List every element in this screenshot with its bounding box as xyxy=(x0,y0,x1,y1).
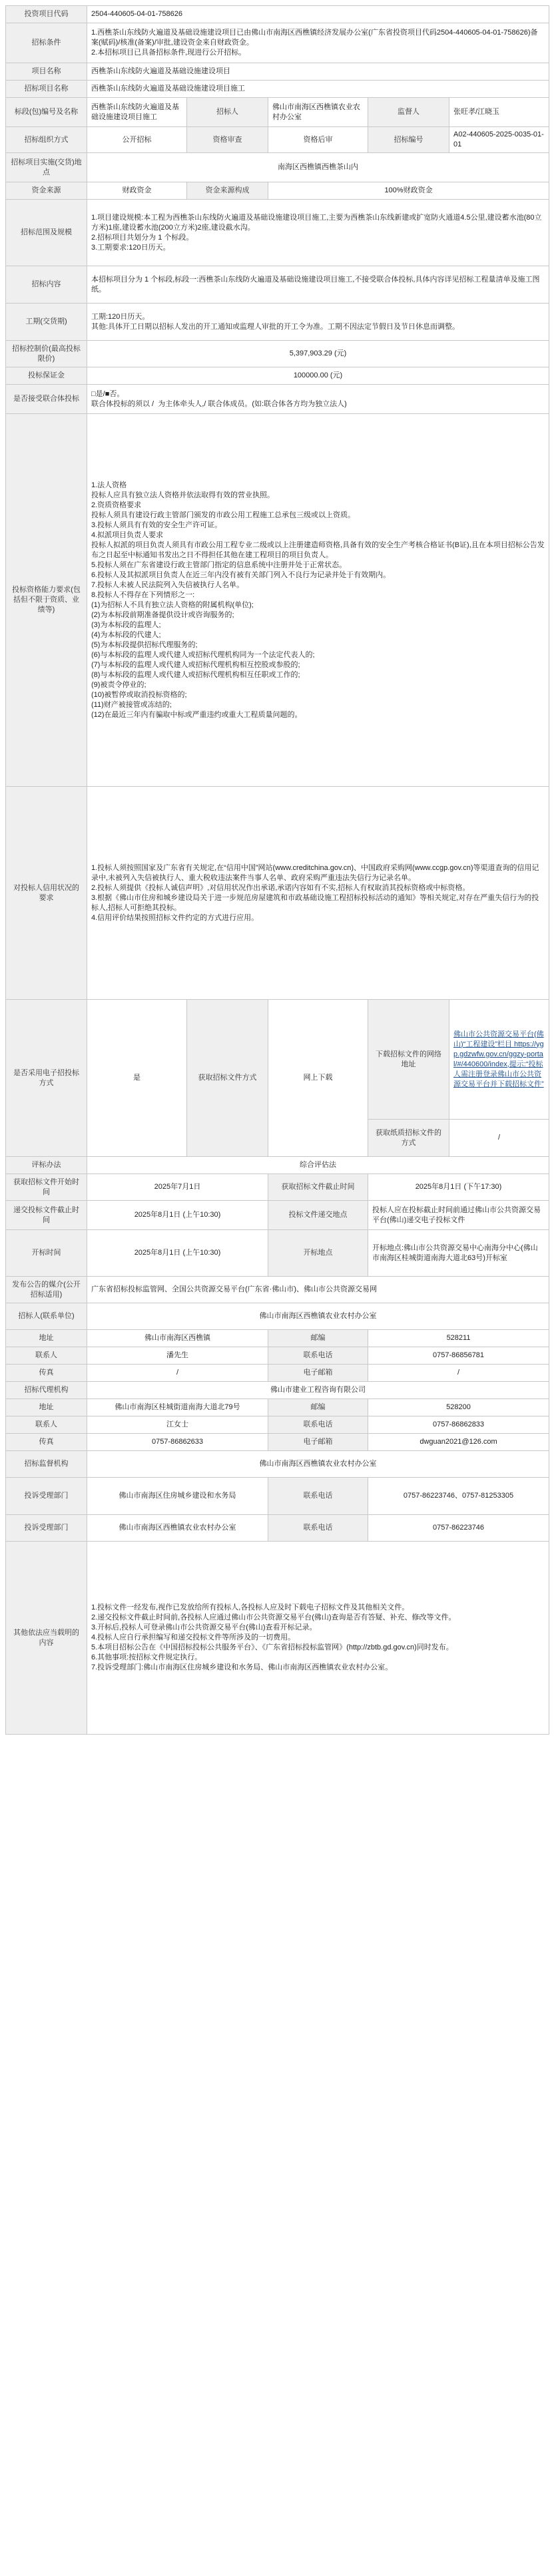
funding-ratio: 100%财政资金 xyxy=(268,182,549,200)
consortium-value: □是/■否。 联合体投标的须以 / 为主体牵头人,/ 联合体成员。(如:联合体各方均为独立法人) xyxy=(87,385,549,414)
contact-value: 潘先生 xyxy=(87,1347,268,1365)
control-price-value: 5,397,903.29 (元) xyxy=(87,341,549,367)
agency-contact-value: 江女士 xyxy=(87,1416,268,1434)
submit-deadline-value: 2025年8月1日 (上午10:30) xyxy=(87,1201,268,1230)
funding-source: 财政资金 xyxy=(87,182,187,200)
contact-tel-label: 联系电话 xyxy=(268,1347,368,1365)
owner-label: 招标人 xyxy=(187,98,268,127)
tender-project-name-value: 西樵茶山东线防火遍道及基础设施建设项目施工 xyxy=(87,81,549,98)
tender-content-label: 招标内容 xyxy=(6,266,87,304)
zip-label: 邮编 xyxy=(268,1330,368,1347)
tender-project-name-label: 招标项目名称 xyxy=(6,81,87,98)
qualification-review-value: 资格后审 xyxy=(268,127,368,153)
agency-tel-label: 联系电话 xyxy=(268,1416,368,1434)
agency-email-value: dwguan2021@126.com xyxy=(368,1434,549,1451)
address-value: 佛山市南海区西樵镇 xyxy=(87,1330,268,1347)
open-time-label: 开标时间 xyxy=(6,1230,87,1277)
email-value: / xyxy=(368,1365,549,1382)
deposit-label: 投标保证金 xyxy=(6,367,87,385)
paper-format-label: 获取纸质招标文件的方式 xyxy=(368,1120,449,1157)
complaint-dept2-value: 佛山市南海区西樵镇农业农村办公室 xyxy=(87,1515,268,1542)
paper-format-value: / xyxy=(449,1120,549,1157)
agency-email-label: 电子邮箱 xyxy=(268,1434,368,1451)
fax-label: 传真 xyxy=(6,1365,87,1382)
open-place-value: 开标地点:佛山市公共资源交易中心南海分中心(佛山市南海区桂城街道南海大道北63号)开标室 xyxy=(368,1230,549,1277)
agency-fax-value: 0757-86862633 xyxy=(87,1434,268,1451)
funding-ratio-label: 资金来源构成 xyxy=(187,182,268,200)
project-name-value: 西樵茶山东线防火遍道及基础设施建设项目 xyxy=(87,63,549,81)
location-label: 招标项目实施(交货)地点 xyxy=(6,153,87,182)
duration-value: 工期:120日历天。 其他:具体开工日期以招标人发出的开工通知或监理人审批的开工令为准。工期不因法定节假日及节日休息而调整。 xyxy=(87,304,549,341)
agency-contact-label: 联系人 xyxy=(6,1416,87,1434)
supervisor-value: 张旺孝/江晓玉 xyxy=(449,98,549,127)
tender-no-label: 招标编号 xyxy=(368,127,449,153)
contact-label: 联系人 xyxy=(6,1347,87,1365)
complaint-dept2-label: 投诉受理部门 xyxy=(6,1515,87,1542)
complaint-tel2-value: 0757-86223746 xyxy=(368,1515,549,1542)
lot-name: 西樵茶山东线防火遍道及基础设施建设项目施工 xyxy=(87,98,187,127)
scope-label: 招标范围及规模 xyxy=(6,200,87,266)
publish-media-value: 广东省招标投标监管网、全国公共资源交易平台(广东省·佛山市)、佛山市公共资源交易网 xyxy=(87,1277,549,1303)
agency-zip-value: 528200 xyxy=(368,1399,549,1416)
open-time-value: 2025年8月1日 (上午10:30) xyxy=(87,1230,268,1277)
owner-info-value: 佛山市南海区西樵镇农业农村办公室 xyxy=(87,1303,549,1330)
agency-label: 招标代理机构 xyxy=(6,1382,87,1399)
deposit-value: 100000.00 (元) xyxy=(87,367,549,385)
agency-address-label: 地址 xyxy=(6,1399,87,1416)
duration-label: 工期(交货期) xyxy=(6,304,87,341)
eval-method-value: 综合评估法 xyxy=(87,1157,549,1174)
complaint-dept-value: 佛山市南海区住房城乡建设和水务局 xyxy=(87,1478,268,1515)
eval-method-label: 评标办法 xyxy=(6,1157,87,1174)
funding-label: 资金来源 xyxy=(6,182,87,200)
tender-method-label: 招标组织方式 xyxy=(6,127,87,153)
complaint-tel-label: 联系电话 xyxy=(268,1478,368,1515)
project-name-label: 项目名称 xyxy=(6,63,87,81)
agency-address-value: 佛山市南海区桂城街道南海大道北79号 xyxy=(87,1399,268,1416)
get-method-value: 网上下载 xyxy=(268,1000,368,1157)
get-start-label: 获取招标文件开始时间 xyxy=(6,1174,87,1201)
e-bid-value: 是 xyxy=(87,1000,187,1157)
address-label: 地址 xyxy=(6,1330,87,1347)
complaint-tel-value: 0757-86223746、0757-81253305 xyxy=(368,1478,549,1515)
supervisor-dept-value: 佛山市南海区西樵镇农业农村办公室 xyxy=(87,1451,549,1478)
submit-place-value: 投标人应在投标截止时间前通过佛山市公共资源交易平台(佛山)递交电子投标文件 xyxy=(368,1201,549,1230)
complaint-tel2-label: 联系电话 xyxy=(268,1515,368,1542)
scope-value: 1.项目建设规模:本工程为西樵茶山东线防火遍道及基础设施建设项目施工,主要为西樵茶山东线新建或扩宽防火通道4.5公里,建设蓄水池(80立方米)1座,建设蓄水池(200立方米)2座,建设截水沟。 2.招标项目共划分为 1 个标段。 3.工期要求:120日历天。 xyxy=(87,200,549,266)
owner-value: 佛山市南海区西樵镇农业农村办公室 xyxy=(268,98,368,127)
agency-tel-value: 0757-86862833 xyxy=(368,1416,549,1434)
supervisor-dept-label: 招标监督机构 xyxy=(6,1451,87,1478)
consortium-label: 是否接受联合体投标 xyxy=(6,385,87,414)
control-price-label: 招标控制价(最高投标限价) xyxy=(6,341,87,367)
e-bid-label: 是否采用电子招投标方式 xyxy=(6,1000,87,1157)
agency-fax-label: 传真 xyxy=(6,1434,87,1451)
qualification-label: 投标资格能力要求(包括但不限于资质、业绩等) xyxy=(6,414,87,787)
qualification-value: 1.法人资格 投标人应具有独立法人资格并依法取得有效的营业执照。 2.资质资格要求 投标人须具有建设行政主管部门颁发的市政公用工程施工总承包三级或以上资质。 3.投标人须具有有效的安全生产许可证。 4.拟派项目负责人要求 投标人拟派的项目负责人须具有市政公用工程专业二级或以上注册建造师资格,具备有效的安全生产考核合格证书(B证),且在本项目招标公告发布之日起至中标通知书发出之日不得担任其他在建工程项目的项目负责人。 5.投标人须在广东省建设行政主管部门指定的信息系统中注册并处于正常状态。 6.投标人及其拟派项目负责人在近三年内没有被有关部门列入不良行为记录并处于有效期内。 7.投标人未被人民法院列入失信被执行人名单。 8.投标人不得存在下列情形之一: (1)为招标人不具有独立法人资格的附属机构(单位); (2)为本标段前期准备提供设计或咨询服务的; (3)为本标段的监理人; (4)为本标段的代建人; (5)为本标段提供招标代理服务的; (6)与本标段的监理人或代建人或招标代理机构同为一个法定代表人的; (7)与本标段的监理人或代建人或招标代理机构相互控股或参股的; (8)与本标段的监理人或代建人或招标代理机构相互任职或工作的; (9)被责令停业的; (10)被暂停或取消投标资格的; (11)财产被接管或冻结的; (12)在最近三年内有骗取中标或严重违约或重大工程质量问题的。 xyxy=(87,414,549,787)
credit-label: 对投标人信用状况的要求 xyxy=(6,787,87,1000)
download-address-label: 下载招标文件的网络地址 xyxy=(368,1000,449,1120)
publish-media-label: 发布公告的媒介(公开招标适用) xyxy=(6,1277,87,1303)
other-label: 其他依法应当载明的内容 xyxy=(6,1542,87,1735)
tender-method-value: 公开招标 xyxy=(87,127,187,153)
submit-deadline-label: 递交投标文件截止时间 xyxy=(6,1201,87,1230)
lot-label: 标段(包)编号及名称 xyxy=(6,98,87,127)
supervisor-label: 监督人 xyxy=(368,98,449,127)
location-value: 南海区西樵镇西樵茶山内 xyxy=(87,153,549,182)
download-address-link[interactable]: 佛山市公共资源交易平台(佛山)“工程建设”栏目 https://ygp.gdzwfw.gov.cn/ggzy-portal/#/440600/index,提示:“投标人需注册登录佛山市公共资源交易平台并下载招标文件” xyxy=(453,1030,544,1088)
complaint-dept-label: 投诉受理部门 xyxy=(6,1478,87,1515)
zip-value: 528211 xyxy=(368,1330,549,1347)
credit-value: 1.投标人须按照国家及广东省有关规定,在“信用中国”网站(www.creditchina.gov.cn)、中国政府采购网(www.ccgp.gov.cn)等渠道查询的信用记录中,未被列入失信被执行人、重大税收违法案件当事人名单、政府采购严重违法失信行为记录名单。 2.投标人须提供《投标人诚信声明》,对信用状况作出承诺,承诺内容如有不实,招标人有权取消其投标资格或中标资格。 3.根据《佛山市住房和城乡建设局关于进一步规范房屋建筑和市政基础设施工程招标投标活动的通知》等相关规定,对存在严重失信行为的投标人,招标人可拒绝其投标。 4.信用评价结果按照招标文件约定的方式进行应用。 xyxy=(87,787,549,1000)
get-end-value: 2025年8月1日 (下午17:30) xyxy=(368,1174,549,1201)
conditions-label: 招标条件 xyxy=(6,23,87,63)
agency-zip-label: 邮编 xyxy=(268,1399,368,1416)
email-label: 电子邮箱 xyxy=(268,1365,368,1382)
tender-content-value: 本招标项目分为 1 个标段,标段一:西樵茶山东线防火遍道及基础设施建设项目施工,不接受联合体投标,具体内容详见招标工程量清单及施工图纸。 xyxy=(87,266,549,304)
project-code-value: 2504-440605-04-01-758626 xyxy=(87,6,549,23)
tender-info-table xyxy=(5,5,549,1735)
tender-no-value: A02-440605-2025-0035-01-01 xyxy=(449,127,549,153)
get-method-label: 获取招标文件方式 xyxy=(187,1000,268,1157)
project-code-label: 投资项目代码 xyxy=(6,6,87,23)
download-address-value xyxy=(449,1000,549,1120)
agency-value: 佛山市建业工程咨询有限公司 xyxy=(87,1382,549,1399)
contact-tel-value: 0757-86856781 xyxy=(368,1347,549,1365)
other-value: 1.投标文件一经发布,视作已发放给所有投标人,各投标人应及时下载电子招标文件及其他相关文件。 2.递交投标文件截止时间前,各投标人应通过佛山市公共资源交易平台(佛山)查询是否有答疑、补充、修改等文件。 3.开标后,投标人可登录佛山市公共资源交易平台(佛山)查看开标记录。 4.投标人应自行承担编写和递交投标文件等所涉及的一切费用。 5.本项目招标公告在《中国招标投标公共服务平台》、《广东省招标投标监管网》(http://zbtb.gd.gov.cn)同时发布。 6.其他事项:按招标文件规定执行。 7.投诉受理部门:佛山市南海区住房城乡建设和水务局、佛山市南海区西樵镇农业农村办公室。 xyxy=(87,1542,549,1735)
conditions-value: 1.西樵茶山东线防火遍道及基础设施建设项目已由佛山市南海区西樵镇经济发展办公室(广东省投资项目代码2504-440605-04-01-758626)备案(赋码)/核准(备案)/审批,建设资金来自财政资金。 2.本招标项目已具备招标条件,现进行公开招标。 xyxy=(87,23,549,63)
fax-value: / xyxy=(87,1365,268,1382)
get-end-label: 获取招标文件截止时间 xyxy=(268,1174,368,1201)
get-start-value: 2025年7月1日 xyxy=(87,1174,268,1201)
open-place-label: 开标地点 xyxy=(268,1230,368,1277)
qualification-review-label: 资格审查 xyxy=(187,127,268,153)
owner-info-label: 招标人(联系单位) xyxy=(6,1303,87,1330)
submit-place-label: 投标文件递交地点 xyxy=(268,1201,368,1230)
